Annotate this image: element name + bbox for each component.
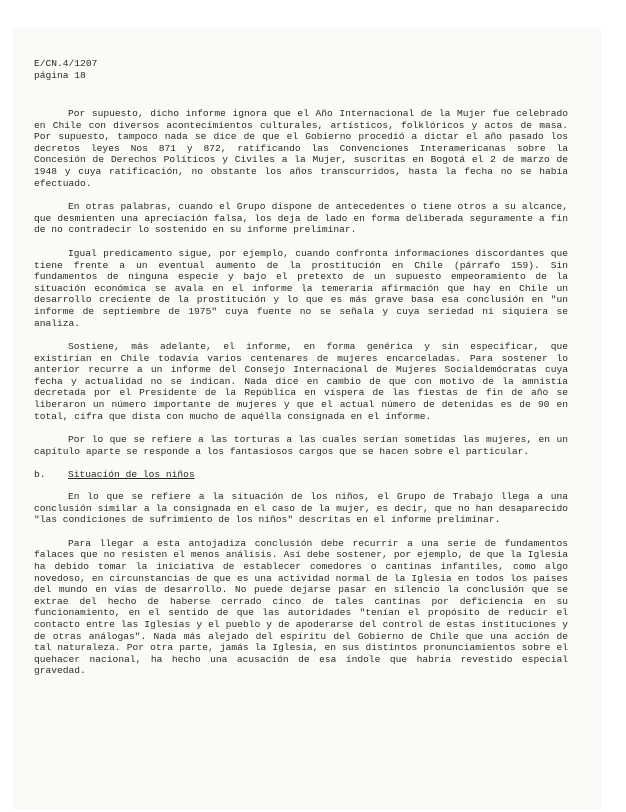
paragraph: En otras palabras, cuando el Grupo dispone de antecedentes o tiene otros a su alcance, que desmienten una apreciación falsa, los deja de lado en forma deliberada seguramente a fin de no contradecir lo sostenido en su informe preliminar.	[34, 201, 568, 236]
paragraph: Para llegar a esta antojadiza conclusión debe recurrir a una serie de fundamentos falaces que no resisten el menos análisis. Así debe sostener, por ejemplo, de que la Iglesia ha debido tomar la iniciativa de establecer comedores o cantinas infantiles, como algo novedoso, en circunstancias de que es una actividad normal de la Iglesia en todos los países del mundo en vías de desarrollo. No puede dejarse pasar en silencio la conclusión que se extrae del hecho de haberse cerrado cinco de tales cantinas por deficiencia en su funcionamiento, en el sentido de que las autoridades "tenían el propósito de reducir el contacto entre las Iglesias y el pueblo y de apoderarse del control de estas instituciones y de otras análogas". Nada más alejado del espíritu del Gobierno de Chile que una acción de tal naturaleza. Por otra parte, jamás la Iglesia, en sus distintos pronunciamientos sobre el quehacer nacional, ha hecho una acusación de esa índole que habría revestido especial gravedad.	[34, 537, 568, 677]
paragraph: Por supuesto, dicho informe ignora que el Año Internacional de la Mujer fue celebrado en Chile con diversos acontecimientos culturales, artísticos, folklóricos y actos de masa. Por supuesto, tampoco nada se dice de que el Gobierno procedió a dictar el año pasado los decretos leyes Nos 871 y 872, ratificando las Convenciones Interamericanas sobre la Concesión de Derechos Políticos y Civiles a la Mujer, suscritas en Bogotá el 2 de marzo de 1948 y cuya ratificación, no obstante los años transcurridos, hasta la fecha no se había efectuado.	[34, 108, 568, 189]
section-letter: b.	[34, 469, 46, 481]
document-header	[34, 58, 97, 82]
paragraph: Por lo que se refiere a las torturas a las cuales serían sometidas las mujeres, en un capítulo aparte se responde a los fantasiosos cargos que se hacen sobre el particular.	[34, 434, 568, 457]
paragraph: Sostiene, más adelante, el informe, en forma genérica y sin especificar, que existirían en Chile todavía varios centenares de mujeres encarceladas. Para sostener lo anterior recurre a un informe del Consejo Internacional de Mujeres Socialdemócratas cuya fecha y actualidad no se indican. Nada dice en cambio de que con motivo de la amnistía decretada por el Presidente de la República en víspera de las fiestas de fin de año se liberaron un número importante de mujeres y que el actual número de detenidas es de 90 en total, cifra que dista con mucho de aquélla consignada en el informe.	[34, 341, 568, 422]
paragraph: En lo que se refiere a la situación de los niños, el Grupo de Trabajo llega a una conclusión similar a la consignada en el caso de la mujer, es decir, que no han desaparecido "las condiciones de sufrimiento de los niños" descritas en el informe preliminar.	[34, 491, 568, 526]
page-number: página 18	[34, 70, 86, 81]
section-heading	[34, 469, 568, 481]
paragraph: Igual predicamento sigue, por ejemplo, cuando confronta informaciones discordantes que tiene frente a un eventual aumento de la prostitución en Chile (párrafo 159). Sin fundamentos de ninguna especie y bajo el pretexto de un supuesto empeoramiento de la situación económica se avala en el informe la temeraria afirmación que hay en Chile un desarrollo creciente de la prostitución y lo que es más grave basa esa conclusión en "un informe de septiembre de 1975" cuya fuente no se señala y cuya seriedad ni siquiera se analiza.	[34, 247, 568, 329]
document-body	[34, 108, 568, 677]
section-title: Situación de los niños	[68, 469, 195, 481]
document-page	[14, 30, 600, 808]
document-code: E/CN.4/1207	[34, 58, 98, 69]
